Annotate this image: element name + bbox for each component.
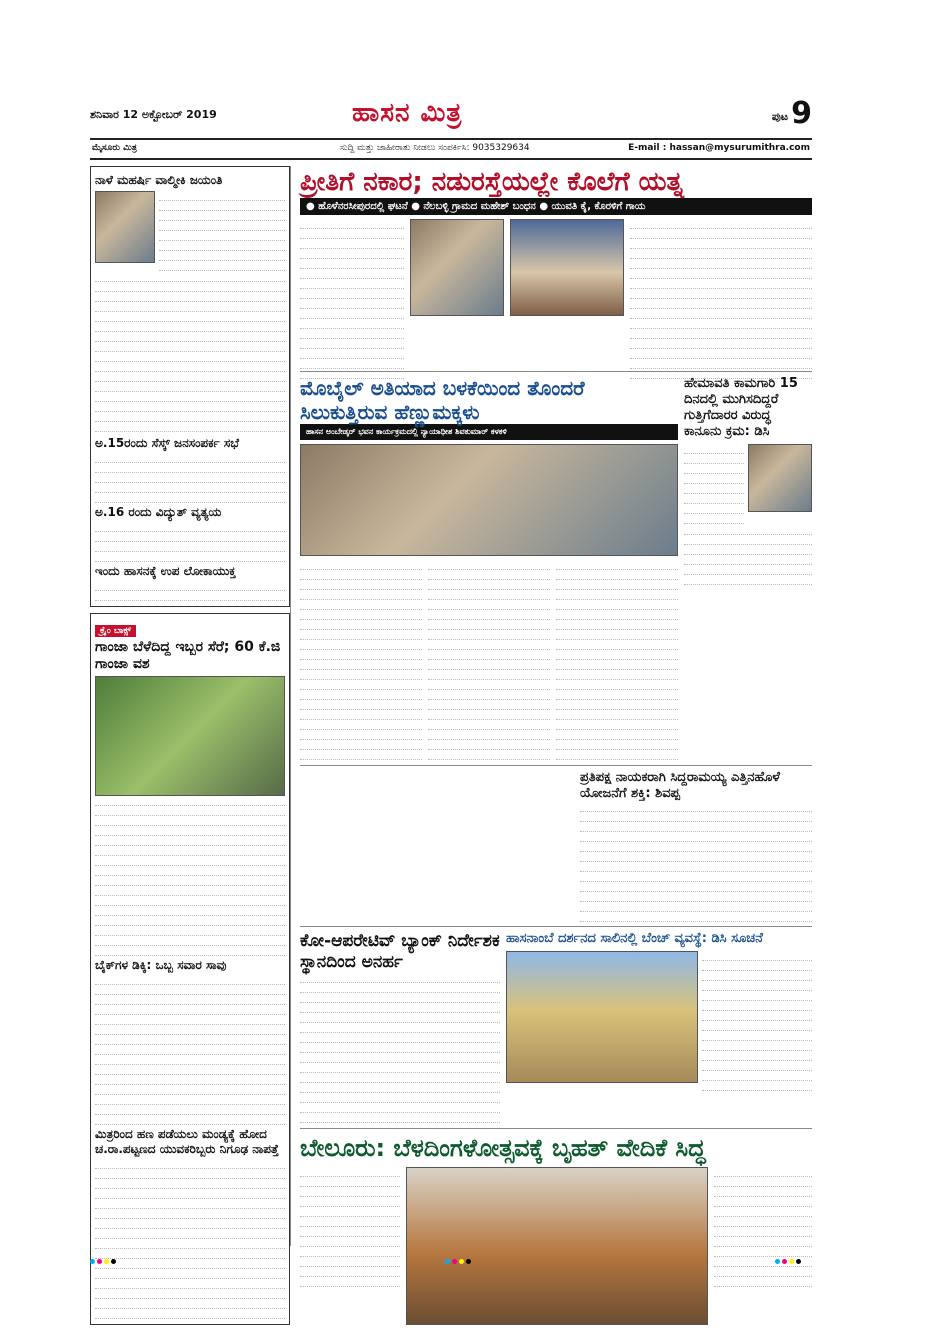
registration-marks-center [445, 1249, 473, 1257]
dc-photo [748, 444, 812, 512]
belur-headline: ಬೇಲೂರು: ಬೆಳದಿಂಗಳೋತ್ಸವಕ್ಕೆ ಬೃಹತ್ ವೇದಿಕೆ ಸಿದ್ಧ [300, 1134, 706, 1162]
newspaper-title: ಹಾಸನ ಮಿತ್ರ [352, 98, 463, 128]
main-column [300, 166, 812, 1325]
page-label: ಪುಟ [771, 110, 788, 123]
ganja-photo [95, 676, 285, 796]
valmiki-headline: ನಾಳೆ ಮಹರ್ಷಿ ವಾಲ್ಮೀಕಿ ಜಯಂತಿ [95, 173, 223, 187]
masthead [90, 96, 812, 140]
lead-headline: ಪ್ರೀತಿಗೆ ನಕಾರ; ನಡುರಸ್ತೆಯಲ್ಲೇ ಕೊಲೆಗೆ ಯತ್ನ [300, 167, 684, 197]
bank-headline: ಕೋ-ಆಪರೇಟಿವ್ ಬ್ಯಾಂಕ್ ನಿರ್ದೇಶಕ ಸ್ಥಾನದಿಂದ ಅನರ್ಹ [300, 931, 500, 972]
edition-name: ಮೈಸೂರು ಮಿತ್ರ [92, 143, 137, 153]
lokayukta-headline: ಇಂದು ಹಾಸನಕ್ಕೆ ಉಪ ಲೋಕಾಯುಕ್ತ [95, 564, 236, 578]
money-headline: ಮಿತ್ರರಿಂದ ಹಣ ಪಡೆಯಲು ಮಂಡ್ಯಕ್ಕೆ ಹೋದ ಚ.ರಾ.ಪಟ್ಟಣದ ಯುವಕರಿಬ್ಬರು ನಿಗೂಢ ನಾಪತ್ತೆ [95, 1127, 279, 1156]
registration-marks-right [775, 1249, 803, 1257]
registration-marks-left [90, 1249, 118, 1257]
lead-subheadline: ● ಹೊಳೆನರಸೀಪುರದಲ್ಲಿ ಘಟನೆ ● ನೆಲಬಳ್ಳಿ ಗ್ರಾಮದ ಮಹೇಶ್ ಬಂಧನ ● ಯುವತಿ ಕೈ, ಕೊರಳಿಗೆ ಗಾಯ [300, 198, 812, 215]
temple-photo [506, 951, 698, 1083]
valmiki-article [90, 166, 290, 607]
sese-headline: ಅ.15ರಂದು ಸೆಸ್ಕ್ ಜನಸಂಪರ್ಕ ಸಭೆ [95, 436, 239, 450]
event-photo [300, 444, 678, 556]
ganja-headline: ಗಾಂಜಾ ಬೆಳೆದಿದ್ದ ಇಬ್ಬರ ಸೆರೆ; 60 ಕೆ.ಜಿ ಗಾಂಜಾ ವಶ [95, 639, 281, 672]
mobile-headline: ಮೊಬೈಲ್ ಅತಿಯಾದ ಬಳಕೆಯಿಂದ ತೊಂದರೆ ಸಿಲುಕುತ್ತಿರುವ ಹೆಣ್ಣುಮಕ್ಕಳು [300, 376, 585, 424]
accused-photo [410, 219, 504, 316]
stage-photo [406, 1167, 708, 1325]
bike-headline: ಬೈಕ್‌ಗಳ ಡಿಕ್ಕಿ: ಒಬ್ಬ ಸವಾರ ಸಾವು [95, 958, 227, 972]
siddaramaiah-headline: ಪ್ರತಿಪಕ್ಷ ನಾಯಕರಾಗಿ ಸಿದ್ದರಾಮಯ್ಯ ಎತ್ತಿನಹೊಳೆ ಯೋಜನೆಗೆ ಶಕ್ತಿ: ಶಿವಪ್ಪ [580, 770, 780, 801]
power-headline: ಅ.16 ರಂದು ವಿದ್ಯುತ್ ವ್ಯತ್ಯಯ [95, 505, 222, 519]
mobile-subheadline: ಹಾಸನ ಅಂಬೇಡ್ಕರ್ ಭವನ ಕಾರ್ಯಕ್ರಮದಲ್ಲಿ ನ್ಯಾಯಾಧೀಶ ಶಿವಕುಮಾರ್ ಕಳಕಳಿ [300, 424, 678, 440]
page-number: 9 [791, 96, 812, 131]
issue-date: ಶನಿವಾರ 12 ಅಕ್ಟೋಬರ್ 2019 [90, 108, 217, 121]
hasanamba-headline: ಹಾಸನಾಂಬೆ ದರ್ಶನದ ಸಾಲಿನಲ್ಲಿ ಬೆಂಚ್ ವ್ಯವಸ್ಥೆ: ಡಿಸಿ ಸೂಚನೆ [506, 931, 763, 946]
victim-photo [510, 219, 624, 316]
crime-box [90, 613, 290, 1325]
newspaper-page [90, 96, 812, 1246]
contact-phone: ಸುದ್ದಿ ಮತ್ತು ಜಾಹೀರಾತು ನೀಡಲು ಸಂಪರ್ಕಿಸಿ: 9035329634 [340, 143, 530, 153]
crime-tag: ಕ್ರೈಂ ಬಾಕ್ಸ್ [95, 625, 136, 637]
contact-email: E-mail : hassan@mysurumithra.com [628, 143, 810, 153]
contact-bar [90, 140, 812, 160]
left-column [90, 166, 291, 1246]
valmiki-photo [95, 191, 155, 263]
hemavati-headline: ಹೇಮಾವತಿ ಕಾಮಗಾರಿ 15 ದಿನದಲ್ಲಿ ಮುಗಿಸದಿದ್ದರೆ ಗುತ್ತಿಗೆದಾರರ ವಿರುದ್ಧ ಕಾನೂನು ಕ್ರಮ: ಡಿಸಿ [684, 376, 798, 439]
